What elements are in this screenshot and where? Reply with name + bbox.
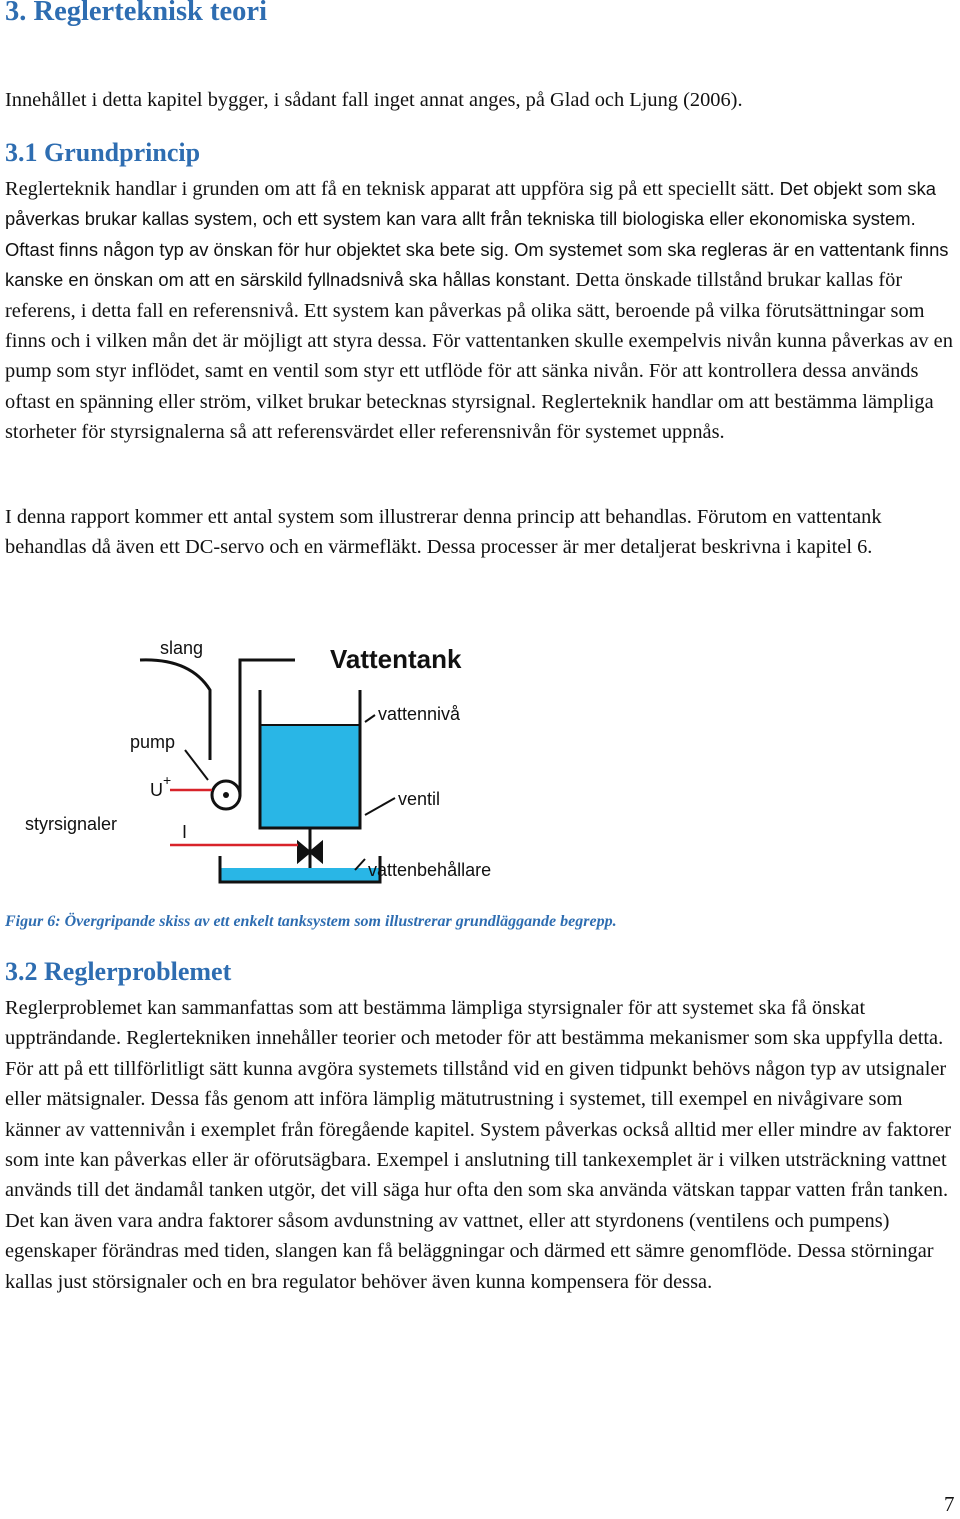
label-styrsignaler: styrsignaler: [25, 814, 118, 834]
section-3-1-paragraph-1: [5, 174, 957, 448]
section-3-2-paragraph: Reglerproblemet kan sammanfattas som att bestämma lämpliga styrsignaler för att systemet ska få önskat uppträndande. Reglertekniken innehåller teorier och metoder för att bestämma mekanismer som ska uppfylla detta. För att på ett tillförlitligt sätt kunna avgöra systemets tillstånd vid en given tidpunkt behövs någon typ av utsignaler eller mätsignaler. Dessa fås genom att införa lämplig mätutrustning i systemet, till exempel en nivågivare som känner av vattennivån i exemplet från föregående kapitel. System påverkas också alltid mer eller mindre av faktorer som inte kan påverkas eller är oförutsägbara. Exempel i anslutning till tankexemplet är i vilken utsträckning vattnet används till det ändamål tanken utgör, det vill säga hur ofta den som ska använda vätskan tappar vatten från tanken. Det kan även vara andra faktorer såsom avdunstning av vattnet, eller att styrdonens (ventilens och pumpens) egenskaper förändras med tiden, slangen kan få beläggningar och därmed ett sämre genomflöde. Dessa störningar kallas just störsignaler och en bra regulator behöver även kunna kompensera för dessa.: [5, 997, 952, 1293]
section-3-1-paragraph-1-part-c: Detta önskade tillstånd brukar kallas för referens, i detta fall en referensnivå. Ett system kan påverkas på olika sätt, beroende på vilka förutsättningar som finns och i vilken mån det är möjligt att styra dessa. För vattentanken skulle exempelvis nivån kunna påverkas av en pump som styr inflödet, samt en ventil som styr ett utflöde för att sänka nivån. För att kontrollera dessa används oftast en spänning eller ström, vilket brukar betecknas styrsignal. Reglerteknik handlar om att bestämma lämpliga storheter för styrsignalerna så att referensvärdet eller referensnivån för systemet uppnås.: [5, 269, 953, 444]
section-3-2-heading: 3.2 Reglerproblemet: [5, 957, 232, 986]
section-3-1-paragraph-2: I denna rapport kommer ett antal system som illustrerar denna princip att behandlas. Förutom en vattentank behandlas då även ett DC-servo och en värmefläkt. Dessa processer är mer detaljerat beskrivna i kapitel 6.: [5, 506, 882, 559]
label-pump: pump: [130, 732, 176, 752]
label-u-sign: +: [163, 772, 172, 788]
figure-caption: Figur 6: Övergripande skiss av ett enkelt tanksystem som illustrerar grundläggande begrepp.: [5, 913, 617, 930]
figure-title: Vattentank: [330, 644, 462, 674]
chapter-title: 3. Reglerteknisk teori: [5, 0, 267, 27]
water-tank-diagram: [20, 630, 520, 890]
section-3-1-paragraph-1-part-b: Det objekt som ska påverkas brukar kallas system, och ett system kan vara allt från tekniska till biologiska eller ekonomiska system. Oftast finns någon typ av önskan för hur objektet ska bete sig. Om systemet som ska regleras är en vattentank finns kanske en önskan om att en särskild fyllnadsnivå ska hållas konstant.: [5, 178, 949, 291]
label-i: I: [182, 822, 188, 842]
chapter-intro: Innehållet i detta kapitel bygger, i sådant fall inget annat anges, på Glad och Ljung (2006).: [5, 89, 743, 111]
water-tank-figure: [20, 630, 520, 890]
section-3-1-heading: 3.1 Grundprincip: [5, 138, 201, 167]
section-3-1-paragraph-1-part-a: Reglerteknik handlar i grunden om att få en teknisk apparat att uppföra sig på ett speciellt sätt.: [5, 178, 780, 200]
label-vattenniva: vattennivå: [378, 704, 461, 724]
tank-water: [260, 725, 360, 828]
label-ventil: ventil: [398, 789, 441, 809]
label-u: U: [150, 780, 163, 800]
label-slang: slang: [160, 638, 204, 658]
page-number: 7: [944, 1492, 955, 1516]
label-vattenbehallare: vattenbehållare: [368, 860, 492, 880]
